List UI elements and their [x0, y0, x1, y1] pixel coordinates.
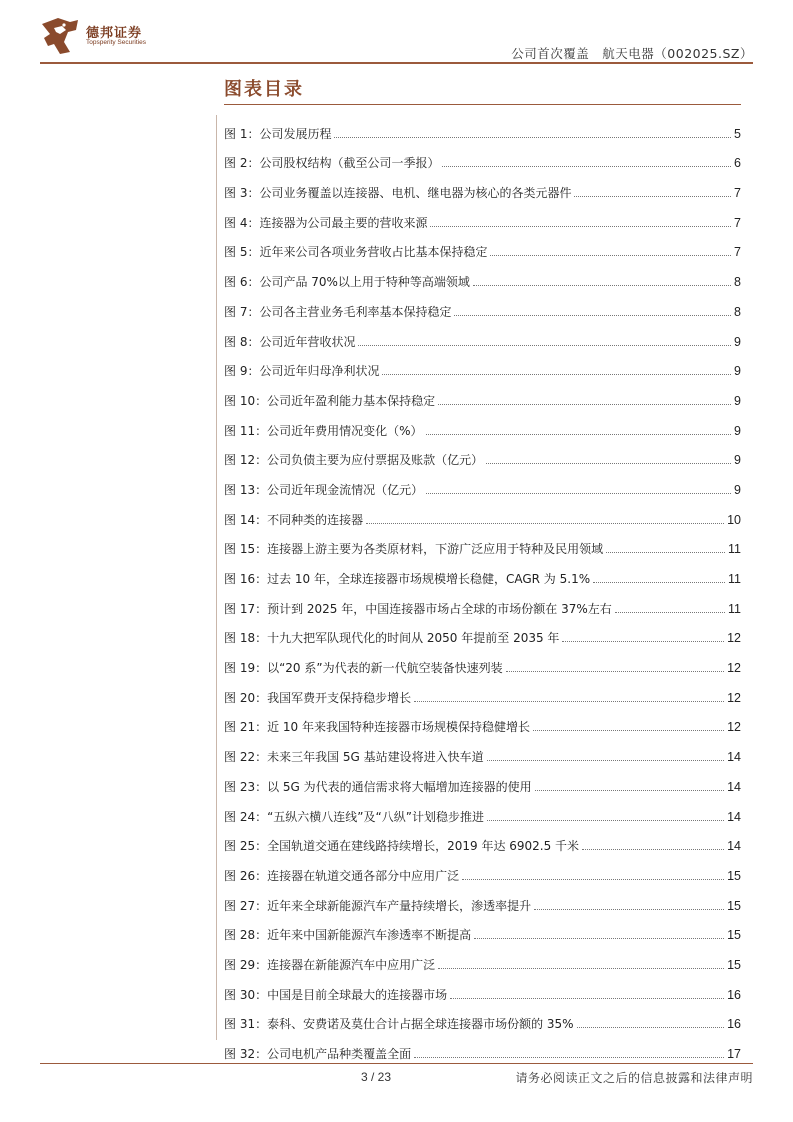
- toc-entry-label: 图 5：近年来公司各项业务营收占比基本保持稳定: [224, 245, 488, 260]
- toc-entry-label: 图 2：公司股权结构（截至公司一季报）: [224, 156, 440, 171]
- toc-entry[interactable]: [224, 1007, 741, 1037]
- toc-entry[interactable]: [224, 175, 741, 205]
- toc-entry-label: 图 20：我国军费开支保持稳步增长: [224, 690, 412, 705]
- toc-dot-leader: [334, 137, 731, 138]
- toc-entry-page: 16: [727, 1017, 741, 1032]
- toc-entry[interactable]: [224, 443, 741, 473]
- report-title: 公司首次覆盖 航天电器（002025.SZ）: [511, 46, 753, 61]
- toc-entry-page: 9: [734, 482, 741, 497]
- toc-entry[interactable]: [224, 264, 741, 294]
- toc-entry-page: 14: [727, 779, 741, 794]
- toc-dot-leader: [533, 730, 724, 731]
- toc-entry[interactable]: [224, 205, 741, 235]
- toc-entry-page: 12: [727, 661, 741, 676]
- toc-entry[interactable]: [224, 294, 741, 324]
- toc-entry-label: 图 19：以“20 系”为代表的新一代航空装备快速列装: [224, 661, 503, 676]
- toc-dot-leader: [358, 345, 731, 346]
- logo-mark-icon: [40, 16, 80, 56]
- toc-entry-label: 图 1：公司发展历程: [224, 126, 332, 141]
- toc-entry-label: 图 4：连接器为公司最主要的营收来源: [224, 215, 428, 230]
- toc-entry-page: 5: [734, 126, 741, 141]
- toc-dot-leader: [426, 493, 731, 494]
- toc-entry-label: 图 26：连接器在轨道交通各部分中应用广泛: [224, 868, 460, 883]
- toc-entry-label: 图 8：公司近年营收状况: [224, 334, 356, 349]
- legal-disclaimer: 请务必阅读正文之后的信息披露和法律声明: [515, 1071, 753, 1085]
- toc-dot-leader: [414, 1057, 724, 1058]
- toc-entry-label: 图 16：过去 10 年，全球连接器市场规模增长稳健，CAGR 为 5.1%: [224, 572, 591, 586]
- toc-dot-leader: [382, 374, 731, 375]
- toc-entry-label: 图 25：全国轨道交通在建线路持续增长，2019 年达 6902.5 千米: [224, 839, 580, 854]
- toc-entry-label: 图 18：十九大把军队现代化的时间从 2050 年提前至 2035 年: [224, 631, 560, 646]
- toc-dot-leader: [534, 909, 724, 910]
- toc-entry-page: 14: [727, 750, 741, 765]
- toc-entry-page: 9: [734, 364, 741, 379]
- toc-entry[interactable]: [224, 799, 741, 829]
- toc-dot-leader: [414, 701, 724, 702]
- toc-entry-label: 图 23：以 5G 为代表的通信需求将大幅增加连接器的使用: [224, 779, 532, 794]
- toc-entry-page: 16: [727, 987, 741, 1002]
- toc-entry[interactable]: [224, 947, 741, 977]
- toc-entry-label: 图 24：“五纵六横八连线”及“八纵”计划稳步推进: [224, 809, 484, 824]
- page-header: [40, 14, 753, 64]
- toc-entry[interactable]: [224, 769, 741, 799]
- toc-entry-label: 图 14：不同种类的连接器: [224, 512, 364, 527]
- toc-entry-label: 图 31：泰科、安费诺及莫仕合计占据全球连接器市场份额的 35%: [224, 1017, 574, 1032]
- toc-entry[interactable]: [224, 710, 741, 740]
- toc-entry-label: 图 15：连接器上游主要为各类原材料，下游广泛应用于特种及民用领域: [224, 542, 604, 557]
- toc-entry-page: 15: [727, 898, 741, 913]
- toc-entry[interactable]: [224, 680, 741, 710]
- toc-dot-leader: [535, 790, 724, 791]
- toc-heading: 图表目录: [224, 79, 304, 100]
- toc-entry-page: 11: [728, 542, 741, 557]
- toc-entry-page: 11: [728, 601, 741, 616]
- toc-entry[interactable]: [224, 383, 741, 413]
- toc-entry[interactable]: [224, 621, 741, 651]
- toc-entry-page: 15: [727, 928, 741, 943]
- toc-entry-page: 11: [728, 572, 741, 586]
- toc-dot-leader: [426, 434, 732, 435]
- footer-divider: [40, 1063, 753, 1064]
- toc-entry[interactable]: [224, 888, 741, 918]
- toc-dot-leader: [615, 612, 725, 613]
- toc-entry[interactable]: [224, 235, 741, 265]
- toc-dot-leader: [442, 166, 731, 167]
- toc-entry-page: 6: [734, 156, 741, 171]
- toc-entry-page: 7: [734, 186, 741, 201]
- toc-entry[interactable]: [224, 858, 741, 888]
- toc-entry[interactable]: [224, 146, 741, 176]
- toc-entry-label: 图 32：公司电机产品种类覆盖全面: [224, 1047, 412, 1061]
- toc-dot-leader: [606, 552, 725, 553]
- toc-entry-page: 8: [734, 275, 741, 290]
- toc-entry[interactable]: [224, 354, 741, 384]
- toc-entry[interactable]: [224, 532, 741, 562]
- toc-entry-label: 图 13：公司近年现金流情况（亿元）: [224, 482, 424, 497]
- toc-entry-page: 9: [734, 423, 741, 438]
- toc-dot-leader: [582, 849, 724, 850]
- toc-entry[interactable]: [224, 739, 741, 769]
- toc-dot-leader: [562, 641, 724, 642]
- toc-entry-page: 7: [734, 245, 741, 260]
- toc-entry-page: 14: [727, 809, 741, 824]
- toc-entry-label: 图 9：公司近年归母净利状况: [224, 364, 380, 379]
- toc-entry-page: 17: [727, 1047, 741, 1061]
- toc-dot-leader: [486, 463, 731, 464]
- toc-entry[interactable]: [224, 413, 741, 443]
- toc-entry-page: 12: [727, 631, 741, 646]
- toc-entry-label: 图 6：公司产品 70%以上用于特种等高端领域: [224, 275, 470, 290]
- toc-dot-leader: [462, 879, 724, 880]
- toc-entry-page: 9: [734, 393, 741, 408]
- toc-dot-leader: [438, 404, 731, 405]
- toc-entry-page: 12: [727, 720, 741, 735]
- toc-entry-label: 图 29：连接器在新能源汽车中应用广泛: [224, 957, 436, 972]
- page-number: 3 / 23: [360, 1070, 392, 1084]
- toc-entry[interactable]: [224, 116, 741, 146]
- toc-entry-label: 图 21：近 10 年来我国特种连接器市场规模保持稳健增长: [224, 720, 530, 735]
- toc-entry-label: 图 3：公司业务覆盖以连接器、电机、继电器为核心的各类元器件: [224, 186, 572, 201]
- toc-entry-page: 10: [727, 512, 741, 527]
- toc-entry-label: 图 7：公司各主营业务毛利率基本保持稳定: [224, 304, 452, 319]
- left-margin-rule: [216, 115, 217, 1040]
- toc-entry[interactable]: [224, 502, 741, 532]
- logo-chinese-name: 德邦证券: [86, 26, 143, 41]
- toc-dot-leader: [473, 285, 731, 286]
- toc-dot-leader: [487, 760, 724, 761]
- header-divider: [40, 62, 753, 64]
- toc-dot-leader: [450, 998, 724, 999]
- toc-entry-page: 7: [734, 215, 741, 230]
- toc-dot-leader: [438, 968, 724, 969]
- company-logo: [40, 14, 180, 60]
- toc-dot-leader: [487, 820, 724, 821]
- toc-entry-label: 图 12：公司负债主要为应付票据及账款（亿元）: [224, 453, 484, 468]
- toc-dot-leader: [430, 226, 731, 227]
- toc-entry[interactable]: [224, 472, 741, 502]
- toc-dot-leader: [593, 582, 725, 583]
- toc-dot-leader: [577, 1027, 725, 1028]
- toc-dot-leader: [474, 938, 724, 939]
- toc-entry-page: 8: [734, 304, 741, 319]
- toc-dot-leader: [366, 523, 724, 524]
- toc-entry-label: 图 22：未来三年我国 5G 基站建设将进入快车道: [224, 750, 484, 765]
- toc-entry-page: 15: [727, 957, 741, 972]
- toc-entry-label: 图 27：近年来全球新能源汽车产量持续增长，渗透率提升: [224, 898, 532, 913]
- toc-dot-leader: [574, 196, 731, 197]
- toc-list: [224, 116, 741, 1066]
- toc-entry-page: 9: [734, 334, 741, 349]
- toc-entry-page: 14: [727, 839, 741, 854]
- toc-heading-divider: [224, 104, 741, 105]
- toc-entry[interactable]: [224, 977, 741, 1007]
- toc-entry-page: 12: [727, 690, 741, 705]
- toc-dot-leader: [454, 315, 731, 316]
- toc-entry[interactable]: [224, 918, 741, 948]
- toc-entry-label: 图 11：公司近年费用情况变化（%）: [224, 423, 423, 438]
- toc-entry[interactable]: [224, 324, 741, 354]
- toc-entry-label: 图 17：预计到 2025 年，中国连接器市场占全球的市场份额在 37%左右: [224, 601, 612, 616]
- toc-entry[interactable]: [224, 591, 741, 621]
- toc-entry-label: 图 10：公司近年盈利能力基本保持稳定: [224, 393, 436, 408]
- toc-entry-label: 图 30：中国是目前全球最大的连接器市场: [224, 987, 448, 1002]
- toc-entry-page: 9: [734, 453, 741, 468]
- toc-entry[interactable]: [224, 650, 741, 680]
- toc-entry-page: 15: [727, 868, 741, 883]
- logo-english-name: Topsperity Securities: [86, 39, 146, 46]
- toc-entry[interactable]: [224, 829, 741, 859]
- toc-dot-leader: [490, 255, 731, 256]
- toc-entry[interactable]: [224, 1036, 741, 1066]
- toc-dot-leader: [506, 671, 724, 672]
- toc-entry-label: 图 28：近年来中国新能源汽车渗透率不断提高: [224, 928, 472, 943]
- toc-entry[interactable]: [224, 561, 741, 591]
